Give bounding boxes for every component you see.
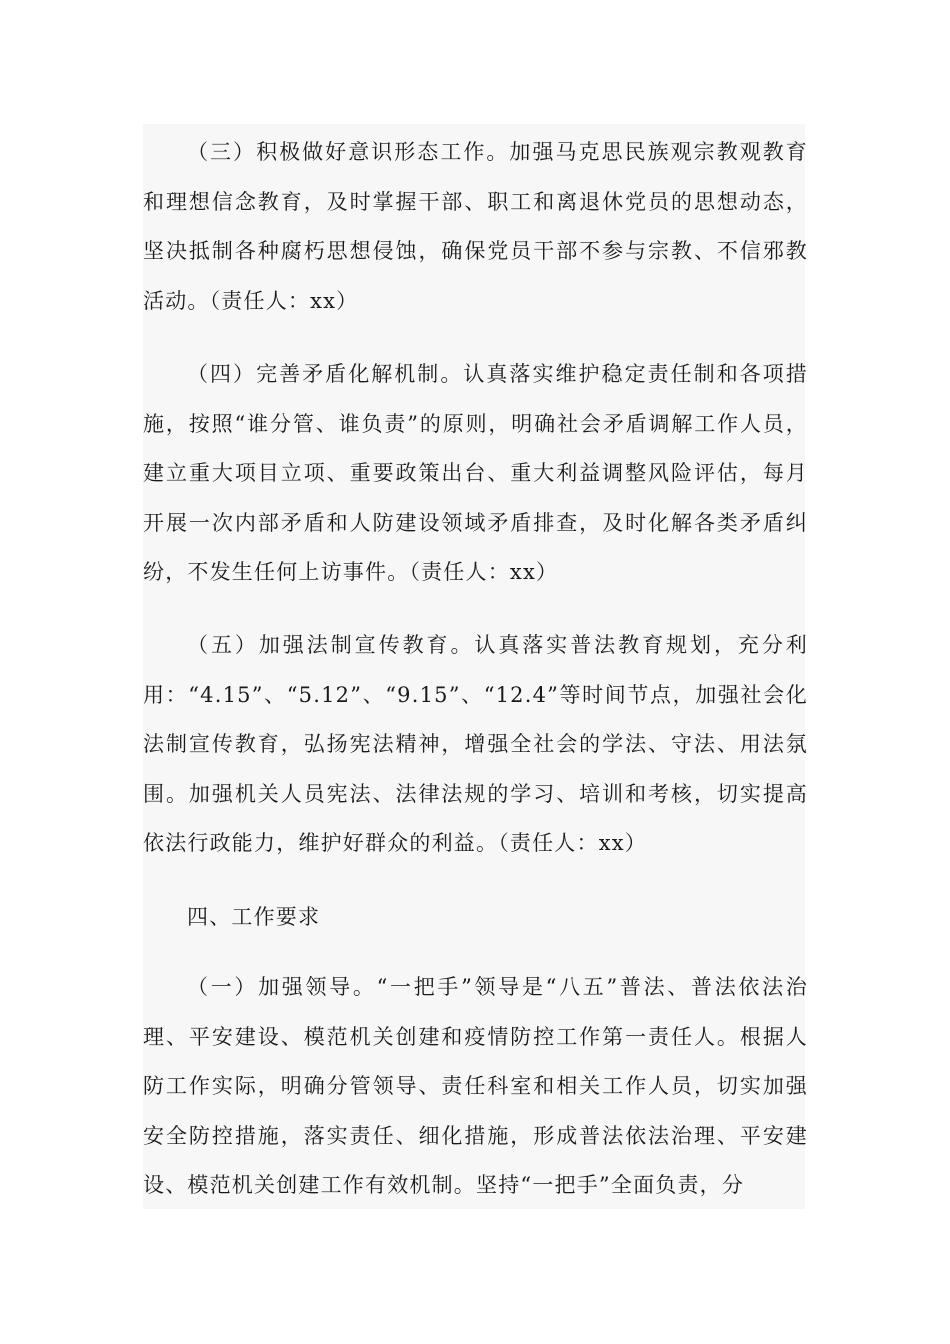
document-body [143, 124, 808, 1209]
paragraph-strengthen-leadership: （一）加强领导。“一把手”领导是“八五”普法、普法依法治理、平安建设、模范机关创建和疫情防控工作第一责任人。根据人防工作实际，明确分管领导、责任科室和相关工作人员，切实加强安全防控措施，落实责任、细化措施，形成普法依法治理、平安建设、模范机关创建工作有效机制。坚持“一把手”全面负责，分 [143, 975, 808, 1197]
paragraph-ideology-work: （三）积极做好意识形态工作。加强马克思民族观宗教观教育和理想信念教育，及时掌握干部、职工和离退休党员的思想动态，坚决抵制各种腐朽思想侵蚀，确保党员干部不参与宗教、不信邪教活动。（责任人：xx） [143, 140, 808, 313]
paragraph-conflict-resolution: （四）完善矛盾化解机制。认真落实维护稳定责任制和各项措施，按照“谁分管、谁负责”的原则，明确社会矛盾调解工作人员，建立重大项目立项、重要政策出台、重大利益调整风险评估，每月开展一次内部矛盾和人防建设领域矛盾排查，及时化解各类矛盾纠纷，不发生任何上访事件。（责任人：xx） [143, 362, 808, 584]
section-heading-work-requirements: 四、工作要求 [187, 905, 321, 929]
paragraph-legal-education: （五）加强法制宣传教育。认真落实普法教育规划，充分利用：“4.15”、“5.12”、“9.15”、“12.4”等时间节点，加强社会化法制宣传教育，弘扬宪法精神，增强全社会的学法、守法、用法氛围。加强机关人员宪法、法律法规的学习、培训和考核，切实提高依法行政能力，维护好群众的利益。（责任人：xx） [143, 633, 808, 855]
